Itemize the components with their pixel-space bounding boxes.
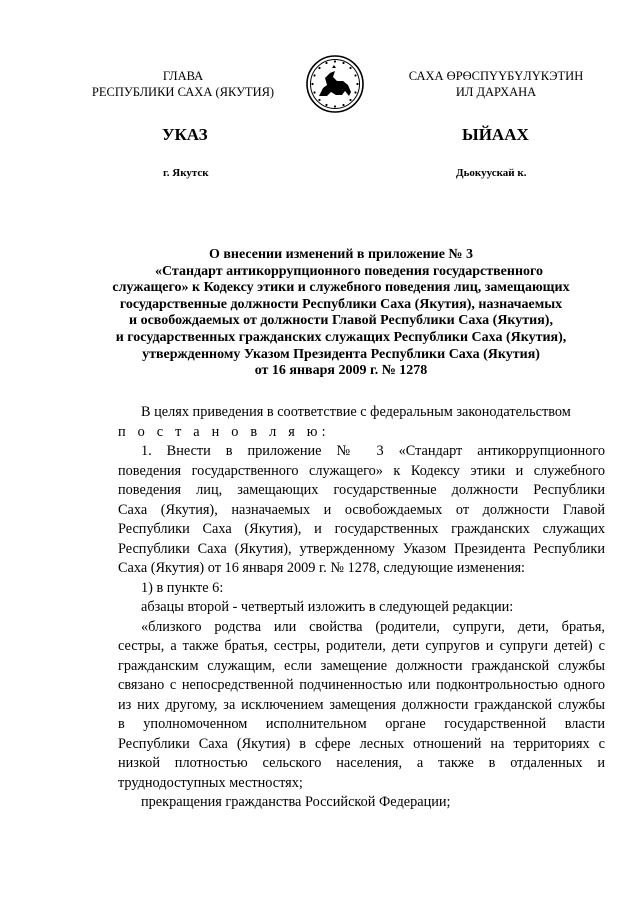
- body-line: сестры, а также братья, сестры, родители, дети супругов и супруги детей) с: [118, 638, 605, 654]
- body-line: из них другому, за исключением замещения должности гражданской службы: [118, 697, 605, 713]
- body-line: Республики Саха (Якутия), и государственных гражданских служащих: [118, 521, 605, 537]
- body-line: поведения лиц, замещающих государственные должности Республики: [118, 482, 605, 498]
- body-line: 1. Внести в приложение № 3 «Стандарт антикоррупционного: [141, 443, 605, 459]
- body-line: поведения государственного служащего» к Кодексу этики и служебного: [118, 463, 605, 479]
- issuer-line-1-sah: САХА ӨРӨСПҮҮБҮЛҮКЭТИН: [408, 69, 584, 83]
- body-line: прекращения гражданства Российской Федерации;: [141, 794, 451, 810]
- body-line: абзацы второй - четвертый изложить в следующей редакции:: [141, 599, 514, 615]
- title-line: от 16 января 2009 г. № 1278: [254, 363, 428, 379]
- body-line: Саха (Якутия), назначаемых и освобождаемых от должности Главой: [118, 502, 605, 518]
- doc-type-ru: УКАЗ: [162, 125, 208, 144]
- body-line: В целях приведения в соответствие с федеральным законодательством: [141, 404, 571, 420]
- title-line: «Стандарт антикоррупционного поведения государственного: [154, 263, 544, 279]
- body-line: гражданским служащим, если замещение должности гражданской службы: [118, 658, 605, 674]
- issuer-line-2: РЕСПУБЛИКИ САХА (ЯКУТИЯ): [91, 85, 275, 99]
- title-line: утвержденному Указом Президента Республики Саха (Якутия): [142, 346, 540, 362]
- title-line: О внесении изменений в приложение № 3: [208, 247, 473, 262]
- body-line: труднодоступных местностях;: [118, 775, 303, 791]
- body-line: «близкого родства или свойства (родители, супруги, дети, братья,: [141, 619, 605, 635]
- body-line: Саха (Якутия) от 16 января 2009 г. № 1278, следующие изменения:: [118, 560, 526, 576]
- city-sah: Дьокуускай к.: [456, 167, 527, 179]
- body-line: Республики Саха (Якутия) в сфере лесных отношений на территориях с: [118, 736, 605, 752]
- title-line: и освобождаемых от должности Главой Республики Саха (Якутия),: [129, 313, 553, 329]
- body-line: 1) в пункте 6:: [141, 580, 224, 596]
- body-line: в уполномоченном исполнительном органе государственной власти: [118, 716, 605, 732]
- body-line: низкой плотностью сельского населения, а также в отдаленных и: [118, 755, 605, 771]
- issuer-line-1: ГЛАВА: [162, 69, 204, 83]
- title-line: государственные должности Республики Саха (Якутия), назначаемых: [119, 296, 563, 312]
- title-line: и государственных гражданских служащих Республики Саха (Якутия),: [115, 329, 567, 345]
- title-line: служащего» к Кодексу этики и служебного поведения лиц, замещающих: [112, 280, 570, 296]
- body-line: Республики Саха (Якутия), утвержденному Указом Президента Республики: [118, 541, 605, 557]
- issuer-line-2-sah: ИЛ ДАРХАНА: [455, 85, 537, 99]
- body-line: связано с непосредственной подчиненностью или подконтрольностью одного: [118, 677, 605, 693]
- doc-type-sah: ЫЙААХ: [462, 125, 529, 144]
- city-ru: г. Якутск: [163, 167, 209, 179]
- body-line-decree: п о с т а н о в л я ю:: [118, 424, 330, 440]
